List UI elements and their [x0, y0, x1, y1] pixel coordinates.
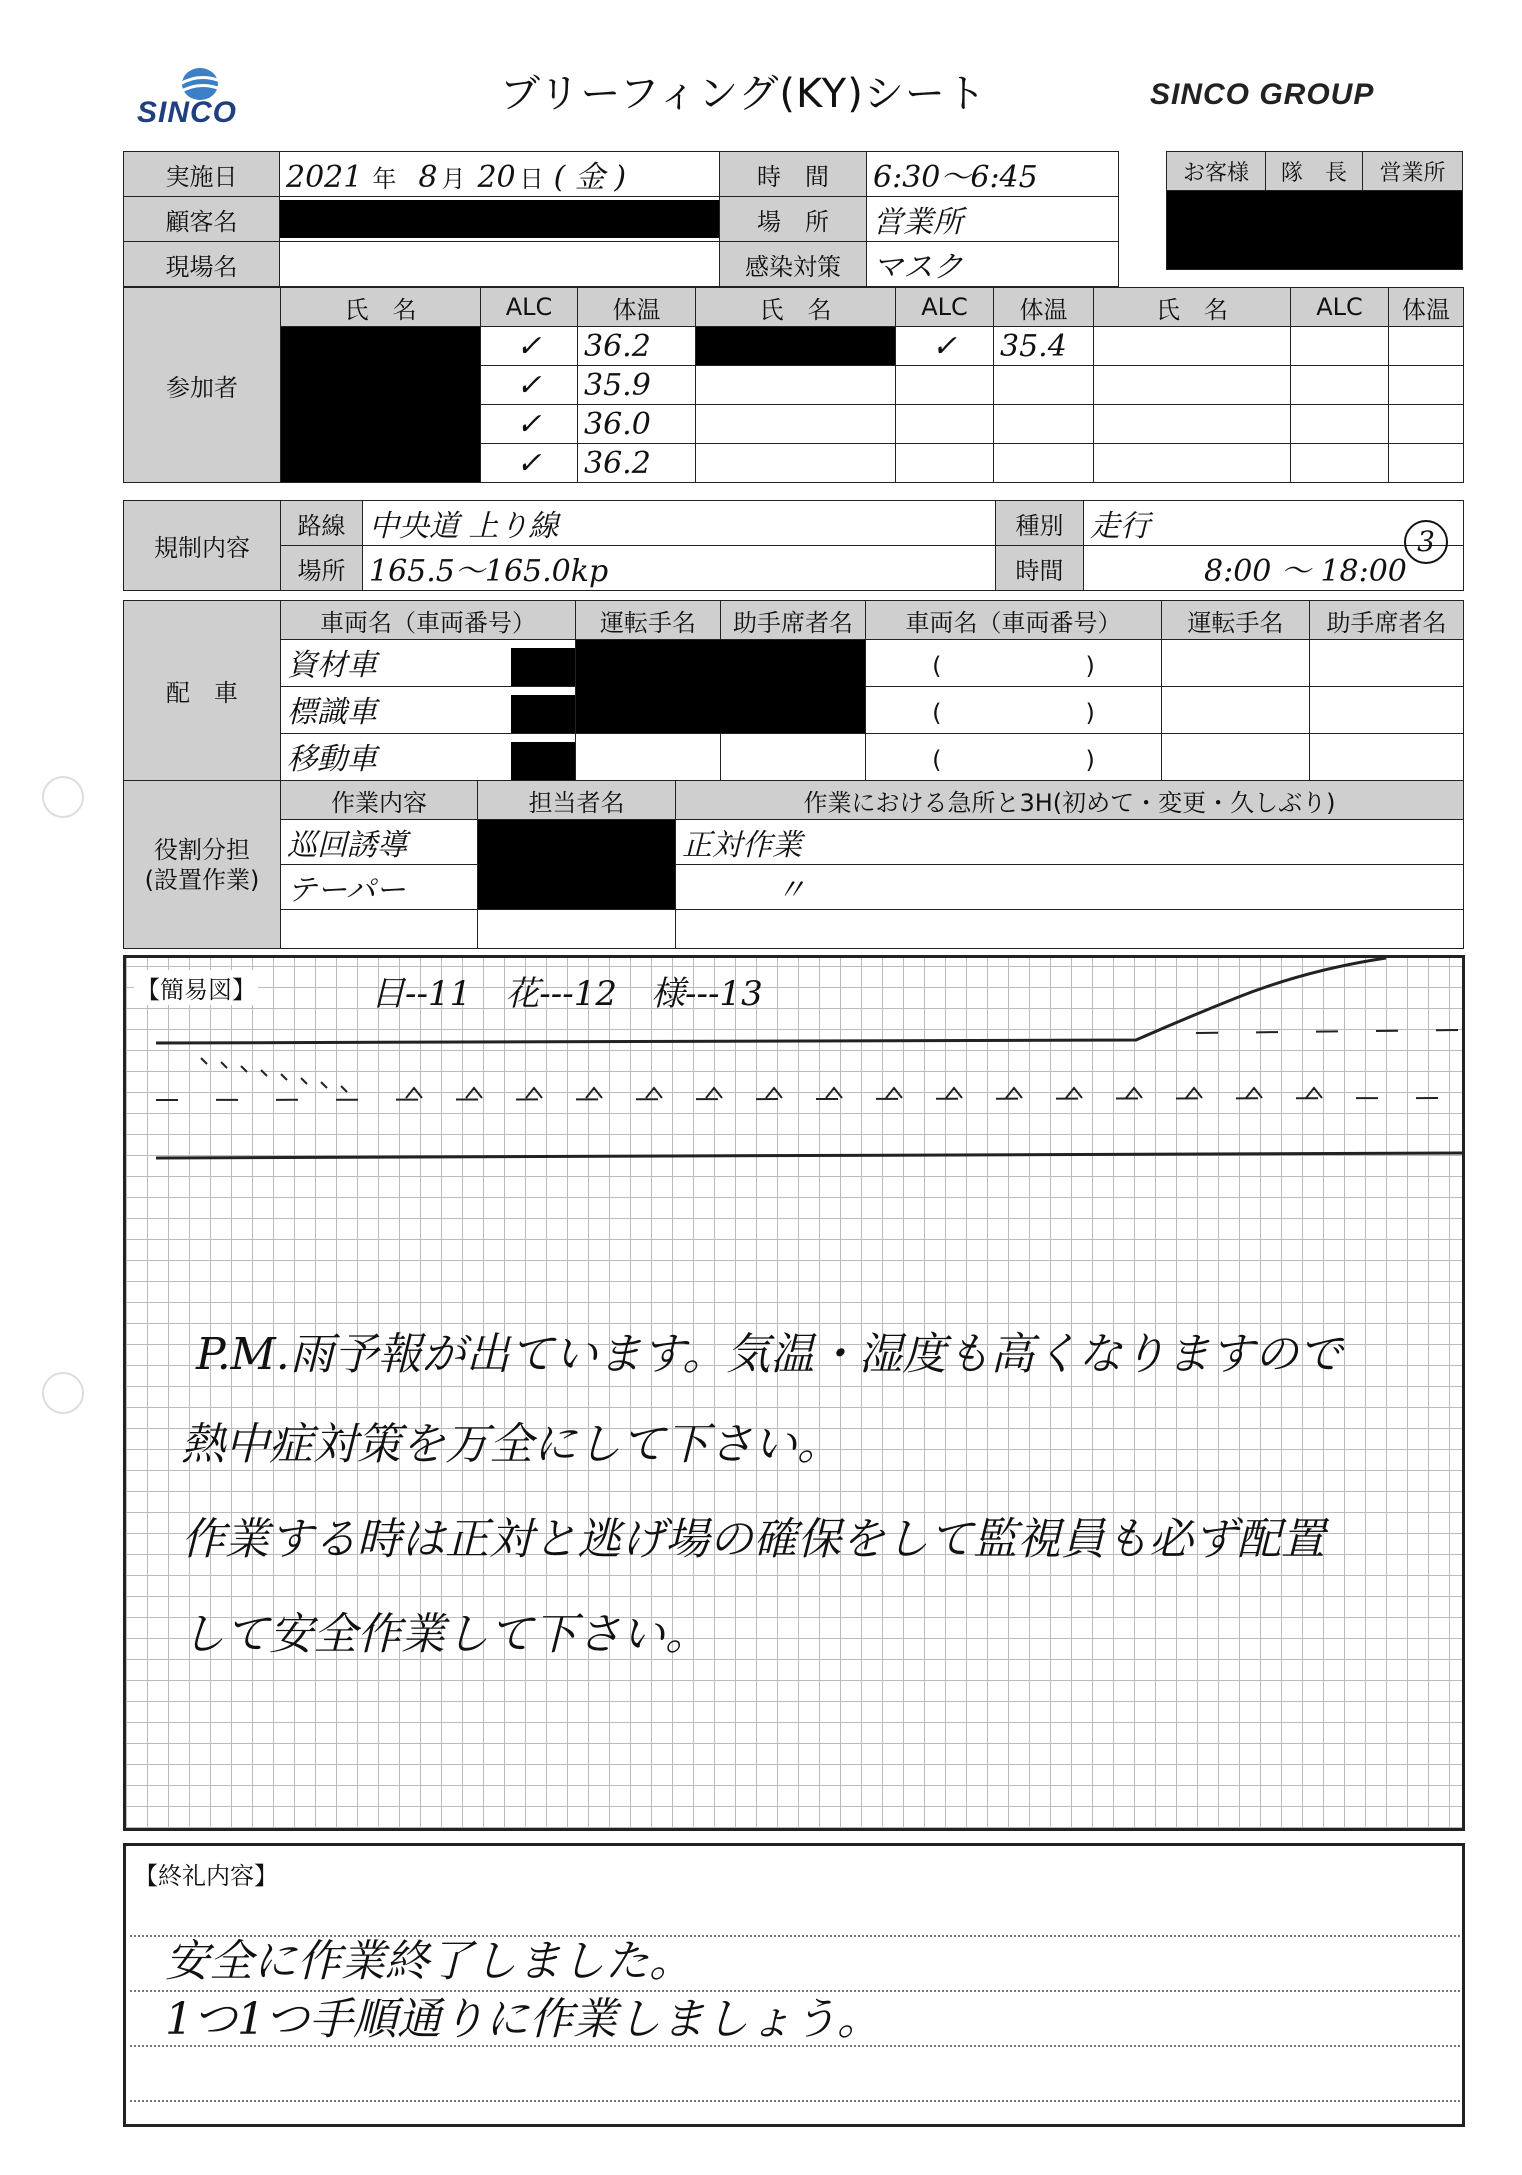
site-label: 現場名 — [124, 242, 280, 287]
circled-number: 3 — [1404, 520, 1448, 564]
note-line: して安全作業して下さい。 — [181, 1609, 709, 1660]
vehicles-table — [123, 600, 1464, 781]
approval-office: 営業所 — [1363, 152, 1463, 191]
page-title: ブリーフィング(KY)シート — [500, 71, 987, 117]
temp-value: 36.2 — [578, 444, 696, 483]
reg-time-label: 時間 — [996, 546, 1084, 591]
diagram-label: 【簡易図】 — [134, 970, 258, 1005]
alc-check: ✓ — [481, 366, 578, 405]
col-task: 作業内容 — [281, 781, 478, 820]
drivers-redacted — [576, 640, 866, 734]
temp-value: 36.0 — [578, 405, 696, 444]
participants-label: 参加者 — [124, 288, 281, 483]
info-table — [123, 151, 1119, 287]
vehicles-label: 配 車 — [124, 601, 281, 781]
risk-value: 〃 — [676, 865, 1464, 910]
vehicle-name: 標識車 — [281, 687, 576, 734]
names-redacted — [281, 327, 481, 483]
person-redacted — [478, 820, 676, 910]
approval-stamps-redacted — [1167, 191, 1463, 270]
sinco-logo — [125, 62, 275, 142]
alc-check: ✓ — [896, 327, 994, 366]
col-name-1: 氏 名 — [281, 288, 481, 327]
temp-value: 35.4 — [994, 327, 1094, 366]
alc-check: ✓ — [481, 327, 578, 366]
col-alc-1: ALC — [481, 288, 578, 327]
approval-table — [1166, 151, 1463, 270]
time-value: 6:30〜6:45 — [867, 152, 1119, 197]
note-line: P.M.雨予報が出ています。気温・湿度も高くなりますので — [196, 1329, 1343, 1380]
col-alc-2: ALC — [896, 288, 994, 327]
infection-label: 感染対策 — [720, 242, 867, 287]
col-name-2: 氏 名 — [696, 288, 896, 327]
closing-line: 安全に作業終了しました。 — [165, 1936, 693, 1987]
route-label: 路線 — [281, 501, 363, 546]
alc-check: ✓ — [481, 444, 578, 483]
col-passenger-2: 助手席者名 — [1310, 601, 1464, 640]
empty-vehicle: ( ) — [866, 687, 1162, 734]
date-label: 実施日 — [124, 152, 280, 197]
approval-captain: 隊 長 — [1266, 152, 1363, 191]
note-line: 作業する時は正対と逃げ場の確保をして監視員も必ず配置 — [181, 1514, 1325, 1565]
note-line: 熱中症対策を万全にして下さい。 — [181, 1419, 841, 1470]
col-temp-3: 体温 — [1389, 288, 1464, 327]
place-label: 場 所 — [720, 197, 867, 242]
diagram-box — [123, 955, 1465, 1831]
infection-value: マスク — [867, 242, 1119, 287]
col-passenger-1: 助手席者名 — [721, 601, 866, 640]
col-vehicle-1: 車両名（車両番号） — [281, 601, 576, 640]
reg-time-value: 8:00 〜 18:00 — [1084, 546, 1464, 591]
col-risk: 作業における急所と3H(初めて・変更・久しぶり) — [676, 781, 1464, 820]
punch-hole — [42, 1372, 84, 1414]
roles-label: 役割分担 (設置作業) — [124, 781, 281, 949]
diagram-markers: 目--11 花---12 様---13 — [371, 974, 763, 1014]
reg-place-value: 165.5〜165.0kp — [363, 546, 996, 591]
roles-table — [123, 780, 1464, 949]
vehicle-name: 移動車 — [281, 734, 576, 781]
regulation-table — [123, 500, 1464, 591]
punch-hole — [42, 776, 84, 818]
type-value: 走行 — [1084, 501, 1464, 546]
date-value: 2021 年 8 月 20 日 ( 金 ) — [280, 152, 720, 197]
type-label: 種別 — [996, 501, 1084, 546]
logo-text: SINCO — [137, 96, 238, 129]
temp-value: 36.2 — [578, 327, 696, 366]
alc-check: ✓ — [481, 405, 578, 444]
col-temp-1: 体温 — [578, 288, 696, 327]
col-temp-2: 体温 — [994, 288, 1094, 327]
col-driver-1: 運転手名 — [576, 601, 721, 640]
empty-vehicle: ( ) — [866, 734, 1162, 781]
customer-value — [280, 197, 720, 242]
regulation-label: 規制内容 — [124, 501, 281, 591]
closing-rule — [130, 2100, 1460, 2102]
road-sketch — [126, 958, 1462, 1178]
reg-place-label: 場所 — [281, 546, 363, 591]
col-person: 担当者名 — [478, 781, 676, 820]
customer-label: 顧客名 — [124, 197, 280, 242]
group-logo: SINCO GROUP — [1150, 78, 1375, 111]
name-redacted — [696, 327, 896, 366]
participants-table — [123, 287, 1464, 483]
time-label: 時 間 — [720, 152, 867, 197]
closing-label: 【終礼内容】 — [134, 1862, 278, 1890]
route-value: 中央道 上り線 — [363, 501, 996, 546]
empty-vehicle: ( ) — [866, 640, 1162, 687]
task-value: テーパー — [281, 865, 478, 910]
site-value — [280, 242, 720, 287]
col-vehicle-2: 車両名（車両番号） — [866, 601, 1162, 640]
closing-line: 1つ1つ手順通りに作業しましょう。 — [165, 1994, 881, 2045]
risk-value: 正対作業 — [676, 820, 1464, 865]
col-driver-2: 運転手名 — [1162, 601, 1310, 640]
col-alc-3: ALC — [1291, 288, 1389, 327]
temp-value: 35.9 — [578, 366, 696, 405]
col-name-3: 氏 名 — [1094, 288, 1291, 327]
vehicle-name: 資材車 — [281, 640, 576, 687]
approval-customer: お客様 — [1167, 152, 1266, 191]
task-value: 巡回誘導 — [281, 820, 478, 865]
place-value: 営業所 — [867, 197, 1119, 242]
